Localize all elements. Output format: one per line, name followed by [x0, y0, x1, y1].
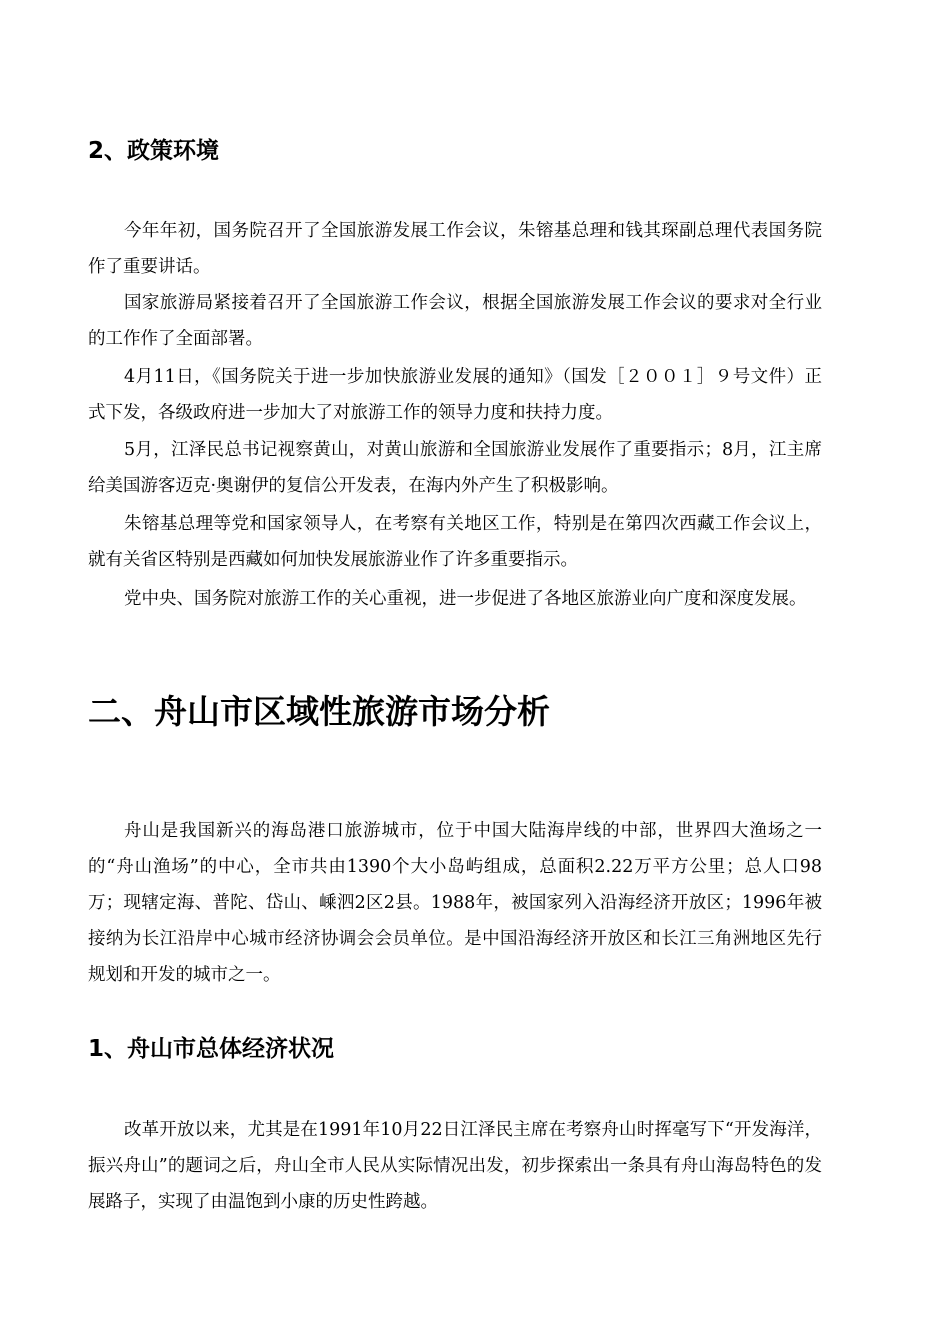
policy-paragraph-2: 国家旅游局紧接着召开了全国旅游工作会议，根据全国旅游发展工作会议的要求对全行业的工作作了全面部署。: [88, 293, 822, 349]
economy-paragraph: 改革开放以来，尤其是在1991年10月22日江泽民主席在考察舟山时挥毫写下“开发海洋，振兴舟山”的题词之后，舟山全市人民从实际情况出发，初步探索出一条具有舟山海岛特色的发展路子，实现了由温饱到小康的历史性跨越。: [88, 1120, 822, 1212]
policy-environment-heading: 2、政策环境: [88, 138, 220, 164]
policy-paragraph-5: 朱镕基总理等党和国家领导人，在考察有关地区工作，特别是在第四次西藏工作会议上，就有关省区特别是西藏如何加快发展旅游业作了许多重要指示。: [88, 514, 822, 570]
market-analysis-heading: 二、舟山市区域性旅游市场分析: [88, 692, 550, 731]
policy-paragraph-4: 5月，江泽民总书记视察黄山，对黄山旅游和全国旅游业发展作了重要指示；8月，江主席给美国游客迈克·奥谢伊的复信公开发表，在海内外产生了积极影响。: [88, 440, 822, 496]
policy-paragraph-6: 党中央、国务院对旅游工作的关心重视，进一步促进了各地区旅游业向广度和深度发展。: [124, 589, 807, 609]
policy-paragraph-1: 今年年初，国务院召开了全国旅游发展工作会议，朱镕基总理和钱其琛副总理代表国务院作了重要讲话。: [88, 221, 822, 277]
zhoushan-intro-paragraph: 舟山是我国新兴的海岛港口旅游城市，位于中国大陆海岸线的中部，世界四大渔场之一的“舟山渔场”的中心，全市共由1390个大小岛屿组成，总面积2.22万平方公里；总人口98万；现辖定海、普陀、岱山、嵊泗2区2县。1988年，被国家列入沿海经济开放区；1996年被接纳为长江沿岸中心城市经济协调会会员单位。是中国沿海经济开放区和长江三角洲地区先行规划和开发的城市之一。: [88, 821, 822, 985]
policy-paragraph-3: 4月11日，《国务院关于进一步加快旅游业发展的通知》（国发［２００１］９号文件）正式下发，各级政府进一步加大了对旅游工作的领导力度和扶持力度。: [88, 367, 822, 423]
economy-heading: 1、舟山市总体经济状况: [88, 1036, 335, 1062]
